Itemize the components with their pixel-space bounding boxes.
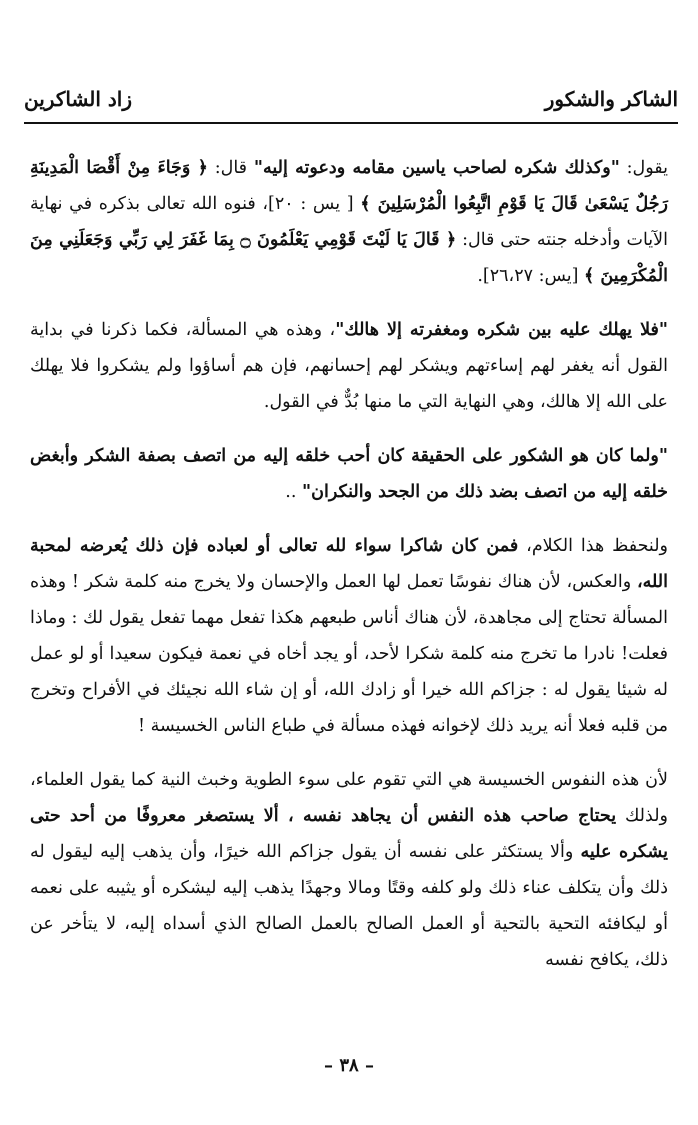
page-number: – ٣٨ – [324,1055,374,1076]
text-run: قال: [207,158,254,178]
text-run: "وكذلك شكره لصاحب ياسين مقامه ودعوته إليه" [253,158,620,178]
header-divider [24,122,678,124]
text-run: فمن كان شاكرا سواء لله تعالى أو لعباده فإن ذلك يُعرضه لمحبة الله، [30,536,668,592]
quran-verse: ﴿ وَجَاءَ مِنْ أَقْصَا الْمَدِينَةِ رَجُلٌ يَسْعَىٰ قَالَ يَا قَوْمِ اتَّبِعُوا الْمُرْسَلِينَ ﴾ [30,158,669,214]
paragraph [30,438,668,510]
text-run: لأن هذه النفوس الخسيسة هي التي تقوم على سوء الطوية وخبث النية كما يقول العلماء، ولذلك [30,770,668,826]
text-run: يحتاج صاحب هذه النفس أن يجاهد نفسه ، ألا يستصغر معروفًا من أحد حتى يشكره عليه [30,806,669,862]
paragraph [30,150,668,294]
text-run: .. [285,482,302,502]
quran-verse: ﴿ قَالَ يَا لَيْتَ قَوْمِي يَعْلَمُونَ ۝ بِمَا غَفَرَ لِي رَبِّي وَجَعَلَنِي مِنَ الْمُكْرَمِينَ ﴾ [30,230,668,286]
page-body [30,150,668,996]
paragraph [30,312,668,420]
text-run: [يس: ٢٦،٢٧]. [477,266,585,286]
text-run: وألا يستكثر على نفسه أن يقول جزاكم الله خيرًا، وأن يذهب إليه ليقول له ذلك وأن يتكلف عناء ذلك ولو كلفه وقتًا ومالا وجهدًا يذهب إليه ليشكره أو يثيبه على نعمه أو ليكافئه التحية بالتحية أو العمل الصالح بالعمل الصالح الذي أسداه إليه، لا يتأخر عن ذلك، يكافح نفسه [30,842,668,970]
text-run: "ولما كان هو الشكور على الحقيقة كان أحب خلقه إليه من اتصف بصفة الشكر وأبغض خلقه إليه من اتصف بضد ذلك من الجحد والنكران" [30,446,668,502]
chapter-title: الشاكر والشكور [544,87,678,111]
text-run: "فلا يهلك عليه بين شكره ومغفرته إلا هالك" [335,320,668,340]
text-run: [ يس : ٢٠]، فنوه الله تعالى بذكره في نهاية الآيات وأدخله جنته حتى قال: [30,194,668,250]
text-run: ولنحفظ هذا الكلام، [518,536,668,556]
text-run: ، وهذه هي المسألة، فكما ذكرنا في بداية القول أنه يغفر لهم إساءتهم ويشكر لهم إحسانهم، فإن هم أساؤوا ولم يشكروا فلا يهلك على الله إلا هالك، وهي النهاية التي ما منها بُدٌّ في القول. [30,320,668,412]
running-header [24,86,678,118]
book-title: زاد الشاكرين [24,87,133,111]
text-run: يقول: [619,158,668,178]
paragraph [30,528,668,744]
text-run: والعكس، لأن هناك نفوسًا تعمل لها العمل والإحسان ولا يخرج منه كلمة شكر ! وهذه المسألة تحتاج إلى مجاهدة، لأن هناك أناس طبعهم هكذا تفعل مهما تفعل يقول لك : وماذا فعلت! نادرا ما تخرج منه كلمة شكرا لأحد، أو يجد أخاه في نعمة فيكون سعيدا أو لو عمل له شيئا يقول له : جزاكم الله خيرا أو زادك الله، أو إن شاء الله نجيئك في الأفراح وتخرج من قلبه فعلا أنه يريد ذلك لإخوانه فهذه مسألة في طباع الناس الخسيسة ! [30,572,668,736]
paragraph [30,762,668,978]
